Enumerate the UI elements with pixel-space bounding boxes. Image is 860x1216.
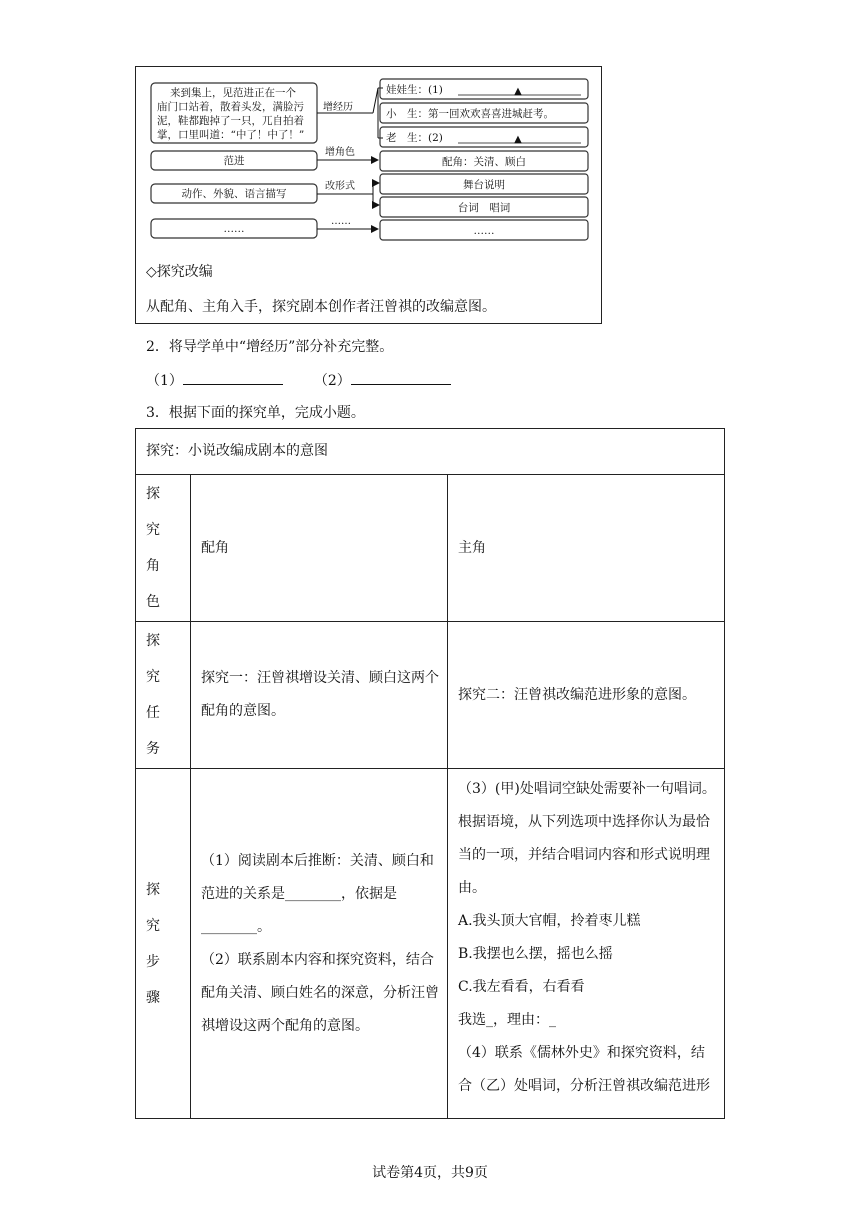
right-item: 娃娃生：(1) — [386, 84, 443, 96]
right-item: 舞台说明 — [463, 179, 505, 191]
step-2: （2）联系剧本内容和探究资料，结合配角关清、顾白姓名的深意，分析汪曾祺增设这两个配角的意图。 — [201, 951, 439, 1034]
arrow-label-experience: 增经历 — [323, 102, 353, 113]
exploration-table — [135, 428, 725, 1119]
explore-heading: ◇探究改编 — [146, 264, 213, 280]
task-one: 探究一：汪曾祺增设关清、顾白这两个配角的意图。 — [191, 622, 448, 769]
answer-blank-1[interactable] — [183, 370, 283, 385]
left-more-label: …… — [223, 223, 245, 235]
choice-reason: 我选_，理由：_ — [458, 1012, 556, 1028]
blank-mark: ▲ — [514, 134, 522, 145]
task-two: 探究二：汪曾祺改编范进形象的意图。 — [448, 622, 725, 769]
option-a: A.我头顶大官帽，拎着枣儿糕 — [458, 913, 641, 929]
blank-1-label: （1） — [146, 373, 183, 389]
question-2: 2．将导学单中“增经历”部分补充完整。 — [146, 339, 394, 355]
answer-blank-2[interactable] — [351, 370, 451, 385]
right-item: …… — [473, 225, 495, 237]
blank-2-label: （2） — [313, 373, 351, 389]
arrow-label-role: 增角色 — [325, 147, 355, 158]
guide-diagram-box — [135, 66, 602, 324]
steps-supporting — [191, 769, 448, 1119]
page-footer: 试卷第4页，共9页 — [372, 1165, 488, 1181]
right-item: 老 生：(2) — [386, 132, 443, 144]
source-text-line: 庙门口站着，散着头发，满脸污 — [157, 101, 304, 113]
option-c: C.我左看看，右看看 — [458, 979, 585, 995]
row-label-role: 探究角色 — [136, 475, 191, 622]
explore-text: 从配角、主角入手，探究剧本创作者汪曾祺的改编意图。 — [146, 299, 496, 315]
table-title: 探究：小说改编成剧本的意图 — [136, 429, 725, 475]
blank-mark: ▲ — [514, 86, 522, 97]
source-text-line: 掌，口里叫道：“中了！中了！” — [157, 129, 305, 141]
question-3: 3．根据下面的探究单，完成小题。 — [146, 405, 365, 421]
methods-label: 动作、外貌、语言描写 — [181, 188, 287, 200]
source-text-line: 来到集上，见范进正在一个 — [170, 87, 296, 99]
right-item: 小 生：第一回欢欢喜喜进城赶考。 — [386, 108, 554, 120]
arrow-label-form: 改形式 — [325, 181, 355, 192]
steps-main — [448, 769, 725, 1119]
right-item: 台词 唱词 — [457, 202, 511, 214]
fanjin-label: 范进 — [223, 155, 245, 167]
adaptation-diagram — [135, 66, 602, 324]
question-2-blanks — [146, 370, 451, 390]
option-b: B.我摆也么摆，摇也么摇 — [458, 946, 613, 962]
source-text-line: 泥，鞋都跑掉了一只，兀自拍着 — [157, 115, 304, 127]
right-item: 配角：关清、顾白 — [442, 156, 526, 168]
row-label-steps: 探究步骤 — [136, 769, 191, 1119]
step-3: （3）(甲)处唱词空缺处需要补一句唱词。根据语境，从下列选项中选择你认为最恰当的一项，并结合唱词内容和形式说明理由。 — [458, 781, 716, 896]
step-1: （1）阅读剧本后推断：关清、顾白和范进的关系是________，依据是________。 — [201, 852, 434, 935]
supporting-role-header: 配角 — [191, 475, 448, 622]
row-label-task: 探究任务 — [136, 622, 191, 769]
arrow-label-more: …… — [331, 216, 351, 227]
main-role-header: 主角 — [448, 475, 725, 622]
step-4: （4）联系《儒林外史》和探究资料，结合（乙）处唱词，分析汪曾祺改编范进形 — [458, 1045, 710, 1094]
